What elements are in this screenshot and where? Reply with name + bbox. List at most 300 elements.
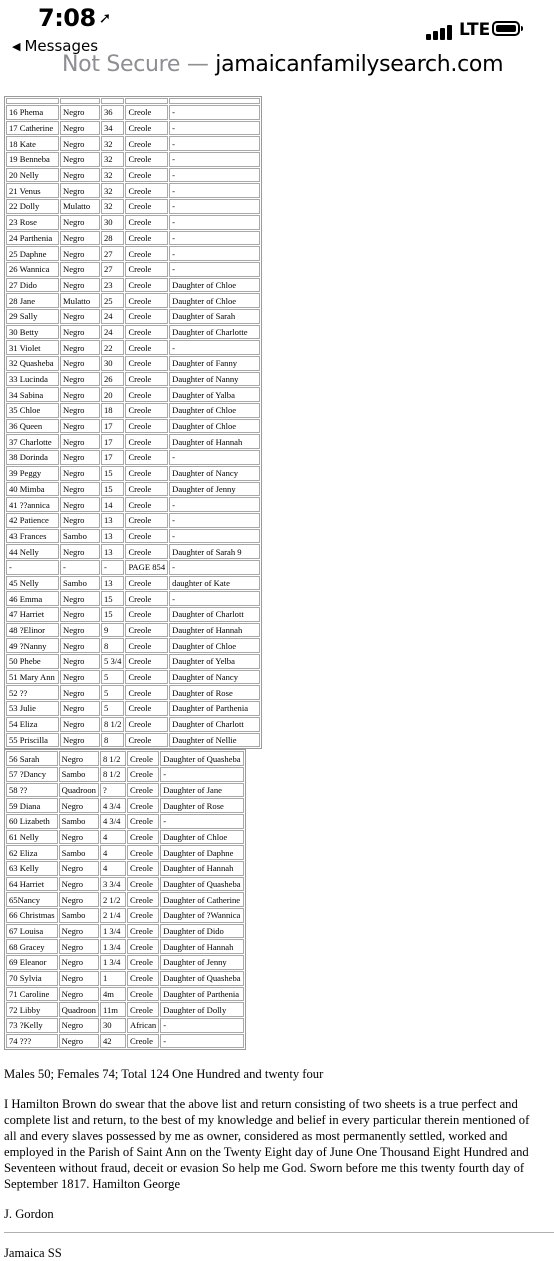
cell-name: 42 Patience — [6, 513, 59, 528]
table-row — [6, 845, 244, 860]
cell-age: 8 — [101, 733, 124, 748]
cell-remarks: - — [169, 340, 260, 355]
cell-origin: Creole — [127, 1002, 159, 1017]
cell-age: 17 — [101, 419, 124, 434]
cell-remarks: Daughter of Yelba — [169, 654, 260, 669]
cell-origin: Creole — [125, 278, 168, 293]
cell-origin: Creole — [125, 529, 168, 544]
table-row — [6, 607, 260, 622]
cell-race: Negro — [60, 607, 100, 622]
table-row — [6, 670, 260, 685]
cell-name: 45 Nelly — [6, 576, 59, 591]
cell-age: 8 1/2 — [100, 751, 126, 766]
cell-remarks: Daughter of Nancy — [169, 466, 260, 481]
cell-name: 44 Nelly — [6, 544, 59, 559]
cell-origin: Creole — [127, 955, 159, 970]
cell-remarks: - — [169, 168, 260, 183]
cell-race: Negro — [60, 183, 100, 198]
table-row — [6, 152, 260, 167]
cell-age: 15 — [101, 607, 124, 622]
cell-age: 3 3/4 — [100, 877, 126, 892]
cell-age: 5 3/4 — [101, 654, 124, 669]
cell-remarks: - — [169, 497, 260, 512]
cell-remarks: - — [160, 814, 244, 829]
cell-name: 18 Kate — [6, 136, 59, 151]
cell-race: Negro — [60, 497, 100, 512]
cell-name: 48 ?Elinor — [6, 623, 59, 638]
cell-remarks: Daughter of Jane — [160, 783, 244, 798]
table-row — [6, 419, 260, 434]
cell-remarks: Daughter of Chloe — [169, 278, 260, 293]
back-triangle-icon: ◀ — [12, 40, 21, 53]
cell-name: 62 Eliza — [6, 845, 58, 860]
slave-register-table-1 — [4, 96, 262, 749]
cell-age: 32 — [101, 183, 124, 198]
cell-race: Negro — [59, 939, 99, 954]
table-row — [6, 685, 260, 700]
cell-origin: Creole — [125, 544, 168, 559]
table-row — [6, 623, 260, 638]
cell-race: Negro — [60, 246, 100, 261]
table-row — [6, 215, 260, 230]
cell-race: Negro — [60, 434, 100, 449]
cell-age: 17 — [101, 450, 124, 465]
cell-origin: Creole — [125, 309, 168, 324]
table-row — [6, 466, 260, 481]
cell-race: Negro — [60, 278, 100, 293]
cell-age: 24 — [101, 309, 124, 324]
table-row — [6, 767, 244, 782]
cell-origin: Creole — [125, 293, 168, 308]
cell-remarks: Daughter of Hannah — [160, 939, 244, 954]
cell-remarks: Daughter of Hannah — [169, 434, 260, 449]
cell-remarks: - — [169, 199, 260, 214]
cell-age: ? — [100, 783, 126, 798]
cell-race: Negro — [60, 670, 100, 685]
cell-name: 39 Peggy — [6, 466, 59, 481]
cell-remarks: Daughter of Chloe — [169, 403, 260, 418]
table-row — [6, 783, 244, 798]
cell-remarks: - — [169, 450, 260, 465]
cell-race: Sambo — [60, 576, 100, 591]
cell-origin: Creole — [125, 168, 168, 183]
cell-age: 17 — [101, 434, 124, 449]
table-row — [6, 497, 260, 512]
cell-origin: Creole — [125, 513, 168, 528]
cell-age: 27 — [101, 246, 124, 261]
cell-name: 73 ?Kelly — [6, 1018, 58, 1033]
cell-name: 37 Charlotte — [6, 434, 59, 449]
table-row — [6, 513, 260, 528]
cell-name: 72 Libby — [6, 1002, 58, 1017]
cell-race: Negro — [59, 924, 99, 939]
cell-name: 60 Lizabeth — [6, 814, 58, 829]
cell-age: 13 — [101, 513, 124, 528]
slave-register-table-2 — [4, 749, 246, 1050]
cell-origin: Creole — [125, 482, 168, 497]
cell-remarks: Daughter of Sarah 9 — [169, 544, 260, 559]
cell-remarks: - — [160, 1034, 244, 1049]
cellular-signal-icon — [426, 24, 456, 40]
cell-origin: Creole — [125, 733, 168, 748]
cell-origin: Creole — [125, 199, 168, 214]
cell-race: Negro — [60, 685, 100, 700]
table-row — [6, 450, 260, 465]
cell-race: Negro — [59, 1034, 99, 1049]
table-row — [6, 861, 244, 876]
cell-age: 20 — [101, 387, 124, 402]
table-row — [6, 877, 244, 892]
cell-remarks: Daughter of Charlotte — [169, 325, 260, 340]
table-row — [6, 1018, 244, 1033]
cell-race: Negro — [59, 987, 99, 1002]
cell-name: 34 Sabina — [6, 387, 59, 402]
table-row — [6, 971, 244, 986]
cell-origin: Creole — [127, 892, 159, 907]
cell-origin: Creole — [125, 105, 168, 120]
cell-race: Negro — [59, 877, 99, 892]
cell-name: 41 ??annica — [6, 497, 59, 512]
cell-age: 8 — [101, 638, 124, 653]
cell-age: 1 3/4 — [100, 955, 126, 970]
cell-origin: Creole — [125, 717, 168, 732]
cell-age: 13 — [101, 529, 124, 544]
cell-name: 30 Betty — [6, 325, 59, 340]
cell-race: Negro — [60, 152, 100, 167]
cell-age: 26 — [101, 372, 124, 387]
table-row — [6, 654, 260, 669]
table-row — [6, 591, 260, 606]
url-bar[interactable] — [62, 52, 503, 77]
cell-name: 24 Parthenia — [6, 231, 59, 246]
cell-remarks: Daughter of Hannah — [160, 861, 244, 876]
cell-origin: Creole — [125, 497, 168, 512]
cell-origin: Creole — [125, 136, 168, 151]
cell-remarks: Daughter of Yalba — [169, 387, 260, 402]
cell-name: 53 Julie — [6, 701, 59, 716]
cell-race: Negro — [60, 325, 100, 340]
cell-remarks: Daughter of Nanny — [169, 372, 260, 387]
cell-name: 16 Phema — [6, 105, 59, 120]
cell-remarks: - — [169, 529, 260, 544]
cell-age: 4 — [100, 830, 126, 845]
cell-remarks: Daughter of Jenny — [169, 482, 260, 497]
cell-age: 27 — [101, 262, 124, 277]
cell-origin: Creole — [127, 830, 159, 845]
cell-race: Negro — [60, 513, 100, 528]
table-row — [6, 717, 260, 732]
cell-age: 30 — [101, 215, 124, 230]
battery-icon — [492, 21, 520, 36]
cell-race: Mulatto — [60, 199, 100, 214]
cell-race: Sambo — [59, 908, 99, 923]
table-row — [6, 136, 260, 151]
table-row — [6, 105, 260, 120]
table-row — [6, 560, 260, 575]
cell-name: 40 Mimba — [6, 482, 59, 497]
cell-name: 43 Frances — [6, 529, 59, 544]
cell-race: Negro — [60, 121, 100, 136]
cell-origin: Creole — [127, 767, 159, 782]
table-row — [6, 638, 260, 653]
cell-race: Negro — [60, 419, 100, 434]
status-time-text: 7:08 — [38, 4, 96, 32]
cell-origin: Creole — [125, 701, 168, 716]
cell-race: Negro — [60, 717, 100, 732]
cell-race: Negro — [59, 751, 99, 766]
cell-race: Negro — [60, 733, 100, 748]
cell-race: Negro — [59, 830, 99, 845]
cell-name: - — [6, 560, 59, 575]
table-row — [6, 309, 260, 324]
cell-origin: Creole — [127, 751, 159, 766]
cell-age: 1 3/4 — [100, 924, 126, 939]
cell-origin: Creole — [125, 638, 168, 653]
cell-race: Negro — [60, 372, 100, 387]
cell-origin: Creole — [127, 1034, 159, 1049]
table-row — [6, 340, 260, 355]
page-content — [4, 96, 554, 1261]
cell-origin: Creole — [127, 814, 159, 829]
cell-name: 52 ?? — [6, 685, 59, 700]
cell-age: 4 — [100, 861, 126, 876]
cell-race: Negro — [60, 309, 100, 324]
cell-remarks: Daughter of Dolly — [160, 1002, 244, 1017]
table-row — [6, 434, 260, 449]
cell-name: 64 Harriet — [6, 877, 58, 892]
cell-remarks: Daughter of Rose — [169, 685, 260, 700]
cell-remarks: - — [169, 591, 260, 606]
cell-name: 29 Sally — [6, 309, 59, 324]
cell-origin: Creole — [125, 670, 168, 685]
cell-name: 63 Kelly — [6, 861, 58, 876]
cell-name: 23 Rose — [6, 215, 59, 230]
cell-age: 15 — [101, 466, 124, 481]
table-row — [6, 231, 260, 246]
cell-remarks: - — [169, 246, 260, 261]
cell-age: 4 3/4 — [100, 798, 126, 813]
cell-remarks: - — [160, 767, 244, 782]
cell-origin: Creole — [125, 262, 168, 277]
table-row — [6, 987, 244, 1002]
table-row — [6, 356, 260, 371]
cell-race: - — [60, 560, 100, 575]
cell-name: 74 ??? — [6, 1034, 58, 1049]
cell-origin: Creole — [125, 121, 168, 136]
cell-remarks: Daughter of Hannah — [169, 623, 260, 638]
oath-paragraph: I Hamilton Brown do swear that the above list and return consisting of two sheets is a true perfect and complete list and return, to the best of my knowledge and belief in every particular therein mentioned of all and every slaves possessed by me as owner, considered as most permanently settled, worked and employed in the Parish of Saint Ann on the Twenty Eight day of June One Thousand Eight Hundred and Seventeen without fraud, deceit or evasion So help me God. Sworn before me this twenty fourth day of September 1817. Hamilton George — [4, 1097, 530, 1192]
cell-race: Negro — [60, 450, 100, 465]
cell-race: Negro — [60, 466, 100, 481]
cell-age: 36 — [101, 105, 124, 120]
table-row — [6, 168, 260, 183]
cell-age: 32 — [101, 152, 124, 167]
table-row — [6, 246, 260, 261]
cell-race: Negro — [59, 798, 99, 813]
cell-name: 55 Priscilla — [6, 733, 59, 748]
cell-age: 24 — [101, 325, 124, 340]
cell-age: 9 — [101, 623, 124, 638]
cell-origin: Creole — [125, 372, 168, 387]
cell-origin: Creole — [125, 403, 168, 418]
cell-origin: Creole — [125, 246, 168, 261]
url-separator: — — [186, 52, 209, 77]
table-row — [6, 830, 244, 845]
table-row — [6, 939, 244, 954]
cell-origin: Creole — [125, 654, 168, 669]
cell-name: 25 Daphne — [6, 246, 59, 261]
cell-remarks: - — [169, 152, 260, 167]
cell-age: 30 — [101, 356, 124, 371]
cell-race: Sambo — [59, 767, 99, 782]
table-row — [6, 751, 244, 766]
cell-race: Mulatto — [60, 293, 100, 308]
cell-age: 15 — [101, 482, 124, 497]
cell-origin: Creole — [127, 845, 159, 860]
cell-remarks: - — [169, 513, 260, 528]
cell-race: Negro — [60, 340, 100, 355]
cell-remarks: Daughter of Parthenia — [160, 987, 244, 1002]
cell-origin: Creole — [125, 591, 168, 606]
cell-age: 1 3/4 — [100, 939, 126, 954]
cell-remarks: Daughter of Daphne — [160, 845, 244, 860]
cell-name: 31 Violet — [6, 340, 59, 355]
cell-name: 32 Quasheba — [6, 356, 59, 371]
table-row — [6, 798, 244, 813]
cell-name: 17 Catherine — [6, 121, 59, 136]
table-row — [6, 1002, 244, 1017]
cell-remarks: Daughter of ?Wannica — [160, 908, 244, 923]
cell-origin: Creole — [125, 231, 168, 246]
cell-race: Negro — [59, 1018, 99, 1033]
cell-remarks: Daughter of Dido — [160, 924, 244, 939]
table-row — [6, 387, 260, 402]
cell-name: 36 Queen — [6, 419, 59, 434]
signer-name: J. Gordon — [4, 1207, 54, 1222]
table-row — [6, 372, 260, 387]
table-row — [6, 183, 260, 198]
cell-remarks: Daughter of Charlott — [169, 607, 260, 622]
cell-name: 51 Mary Ann — [6, 670, 59, 685]
cell-race: Negro — [60, 168, 100, 183]
cell-age: 28 — [101, 231, 124, 246]
table-row — [6, 1034, 244, 1049]
cell-remarks: - — [169, 262, 260, 277]
cell-origin: Creole — [125, 215, 168, 230]
status-time — [38, 4, 111, 32]
cell-age: 11m — [100, 1002, 126, 1017]
cell-remarks: Daughter of Quasheba — [160, 751, 244, 766]
table-row — [6, 293, 260, 308]
cell-origin: Creole — [127, 877, 159, 892]
cell-age: 5 — [101, 670, 124, 685]
cell-age: 15 — [101, 591, 124, 606]
cell-age: 22 — [101, 340, 124, 355]
cell-remarks: Daughter of Chloe — [169, 638, 260, 653]
cell-origin: Creole — [125, 685, 168, 700]
cell-origin: Creole — [127, 987, 159, 1002]
cell-remarks: - — [169, 121, 260, 136]
cell-race: Negro — [60, 356, 100, 371]
table-row — [6, 482, 260, 497]
table-row — [6, 924, 244, 939]
cell-age: 4 3/4 — [100, 814, 126, 829]
cell-remarks: Daughter of Jenny — [160, 955, 244, 970]
cell-remarks: Daughter of Nellie — [169, 733, 260, 748]
cell-origin: Creole — [127, 798, 159, 813]
table-row — [6, 892, 244, 907]
cell-age: 13 — [101, 576, 124, 591]
cell-remarks: Daughter of Rose — [160, 798, 244, 813]
cell-origin: African — [127, 1018, 159, 1033]
cell-race: Negro — [59, 861, 99, 876]
cell-name: 56 Sarah — [6, 751, 58, 766]
cell-race: Negro — [60, 262, 100, 277]
status-bar — [0, 0, 554, 96]
cell-remarks: daughter of Kate — [169, 576, 260, 591]
cell-remarks: Daughter of Chloe — [169, 419, 260, 434]
cell-origin: Creole — [125, 152, 168, 167]
cell-race: Negro — [60, 387, 100, 402]
cell-name: 66 Christmas — [6, 908, 58, 923]
cell-remarks: - — [169, 183, 260, 198]
cell-origin: Creole — [125, 450, 168, 465]
table-row — [6, 908, 244, 923]
table-row — [6, 701, 260, 716]
cell-name: 20 Nelly — [6, 168, 59, 183]
cell-age: 18 — [101, 403, 124, 418]
cell-name: 67 Louisa — [6, 924, 58, 939]
cell-age: - — [101, 560, 124, 575]
cell-name: 22 Dolly — [6, 199, 59, 214]
cell-name: 68 Gracey — [6, 939, 58, 954]
table-row — [6, 955, 244, 970]
cell-name: 50 Phebe — [6, 654, 59, 669]
cell-name: 38 Dorinda — [6, 450, 59, 465]
cell-age: 5 — [101, 701, 124, 716]
cell-remarks: - — [169, 215, 260, 230]
cell-name: 49 ?Nanny — [6, 638, 59, 653]
cell-race: Negro — [60, 105, 100, 120]
cell-name: 69 Eleanor — [6, 955, 58, 970]
cell-origin: Creole — [125, 340, 168, 355]
cell-age: 8 1/2 — [100, 767, 126, 782]
cell-origin: Creole — [125, 576, 168, 591]
cell-remarks: - — [169, 560, 260, 575]
cell-origin: Creole — [125, 183, 168, 198]
cell-race: Quadroon — [59, 1002, 99, 1017]
cell-race: Negro — [60, 215, 100, 230]
table-row — [6, 576, 260, 591]
cell-origin: Creole — [125, 419, 168, 434]
cell-race: Negro — [60, 482, 100, 497]
cell-age: 25 — [101, 293, 124, 308]
cell-remarks: Daughter of Nancy — [169, 670, 260, 685]
cell-origin: Creole — [127, 783, 159, 798]
cell-race: Negro — [60, 231, 100, 246]
cell-race: Negro — [60, 591, 100, 606]
cell-age: 1 — [100, 971, 126, 986]
cell-origin: PAGE 854 — [125, 560, 168, 575]
cell-origin: Creole — [125, 466, 168, 481]
cell-origin: Creole — [125, 607, 168, 622]
cell-remarks: - — [169, 136, 260, 151]
cell-remarks: Daughter of Parthenia — [169, 701, 260, 716]
cell-race: Sambo — [59, 845, 99, 860]
cell-name: 57 ?Dancy — [6, 767, 58, 782]
location-arrow-icon: ➚ — [98, 9, 111, 27]
section-divider — [4, 1232, 554, 1233]
